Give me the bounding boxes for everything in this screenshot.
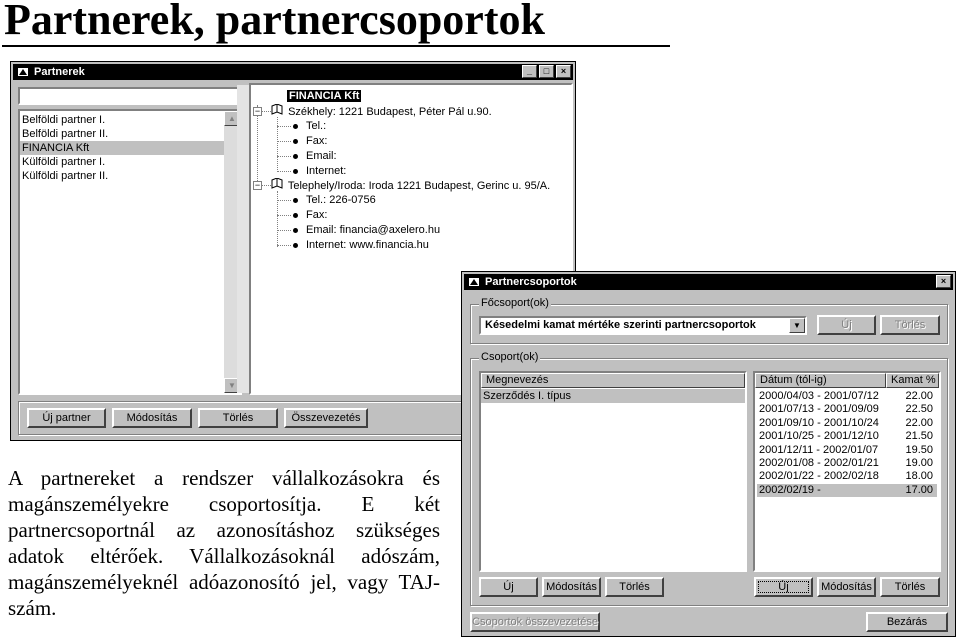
list-item[interactable]: Szerződés I. típus [481,389,745,403]
group-new-button[interactable]: Új [479,577,538,597]
merge-groups-button[interactable]: Csoportok összevezetése [470,612,600,632]
close-button[interactable]: × [556,65,571,78]
table-row[interactable] [757,470,937,483]
partners-titlebar[interactable] [13,64,573,80]
bullet-icon [293,243,298,248]
app-icon [17,66,29,78]
tree-leaf[interactable]: Tel.: 226-0756 [293,193,376,207]
tree-leaf[interactable]: Internet: www.financia.hu [293,238,429,252]
new-partner-button[interactable]: Új partner [27,408,106,428]
book-icon [271,178,285,193]
bullet-icon [293,213,298,218]
tree-leaf[interactable]: Fax: [293,208,327,222]
scroll-down-button[interactable]: ▼ [224,378,240,393]
period-cell: 2000/04/03 - 2001/07/12 [759,390,879,402]
book-icon [271,104,285,119]
close-button[interactable]: × [936,275,951,288]
rate-cell: 19.50 [905,443,933,456]
delete-partner-button[interactable]: Törlés [198,408,278,428]
rate-cell: 19.00 [905,457,933,469]
partner-list[interactable] [18,109,242,395]
window-title: Partnerek [34,66,85,78]
list-item[interactable]: Belföldi partner I. [22,114,106,126]
minimize-button[interactable]: _ [522,65,537,78]
table-row[interactable] [757,403,937,416]
main-group-new-button[interactable]: Új [817,315,876,335]
rate-list[interactable] [753,371,941,572]
scroll-up-button[interactable]: ▲ [224,111,240,126]
partner-search-input[interactable] [18,87,242,105]
table-row[interactable] [757,430,937,443]
rate-column-header[interactable]: Kamat % [886,373,939,388]
close-dialog-button[interactable]: Bezárás [866,612,948,632]
main-group-delete-button[interactable]: Törlés [880,315,940,335]
window-title: Partnercsoportok [485,276,577,288]
list-item[interactable]: Belföldi partner II. [22,128,109,140]
rate-cell: 22.50 [905,403,933,416]
chevron-down-icon[interactable]: ▼ [789,318,805,333]
period-cell: 2001/12/11 - 2002/01/07 [759,443,879,456]
tree-leaf[interactable]: Email: [293,149,337,163]
bullet-icon [293,124,298,129]
period-cell: 2002/01/22 - 2002/02/18 [759,470,879,483]
group-edit-button[interactable]: Módosítás [542,577,601,597]
main-group-label: Főcsoport(ok) [481,297,549,309]
tree-leaf[interactable]: Internet: [293,164,346,178]
table-row[interactable] [757,417,937,430]
collapse-headquarters-toggle[interactable]: − [254,106,261,116]
period-cell: 2001/07/13 - 2001/09/09 [759,403,879,416]
collapse-site-toggle[interactable]: − [254,180,261,190]
date-column-header[interactable]: Dátum (tól-ig) [755,373,886,388]
tree-node-site[interactable]: Telephely/Iroda: Iroda 1221 Budapest, Gerinc u. 95/A. [271,178,550,193]
tree-node-headquarters[interactable]: Székhely: 1221 Budapest, Péter Pál u.90. [271,104,492,119]
period-cell: 2002/01/08 - 2002/01/21 [759,457,879,469]
tree-scrollbar[interactable] [237,85,249,393]
table-row[interactable] [757,484,937,497]
page-title: Partnerek, partnercsoportok [4,0,545,44]
tree-leaf[interactable]: Email: financia@axelero.hu [293,223,440,237]
bullet-icon [293,154,298,159]
rate-cell: 22.00 [905,416,933,429]
rate-new-button[interactable]: Új [754,577,813,597]
group-list[interactable] [479,371,747,572]
table-row[interactable] [757,444,937,457]
table-row[interactable] [757,457,937,470]
tree-root[interactable]: FINANCIA Kft [289,90,360,102]
maximize-button[interactable]: □ [539,65,554,78]
bullet-icon [293,139,298,144]
rate-cell: 17.00 [905,483,933,496]
group-label: Csoport(ok) [481,351,539,363]
groups-window [461,271,956,637]
bullet-icon [293,169,298,174]
rate-edit-button[interactable]: Módosítás [817,577,876,597]
list-item[interactable]: Külföldi partner I. [22,156,106,168]
list-item[interactable]: FINANCIA Kft [20,141,224,155]
edit-partner-button[interactable]: Módosítás [112,408,192,428]
period-cell: 2001/10/25 - 2001/12/10 [759,430,879,443]
tree-leaf[interactable]: Tel.: [293,119,326,133]
rate-cell: 22.00 [905,390,933,402]
list-item[interactable]: Külföldi partner II. [22,170,109,182]
main-group-select[interactable]: Késedelmi kamat mértéke szerinti partnercsoportok ▼ [479,316,807,335]
name-column-header[interactable]: Megnevezés [481,373,745,388]
period-cell: 2001/09/10 - 2001/10/24 [759,416,879,429]
table-row[interactable] [757,390,937,403]
rate-cell: 21.50 [905,430,933,443]
app-icon [468,276,480,288]
group-delete-button[interactable]: Törlés [605,577,664,597]
title-underline [2,45,670,47]
merge-partner-button[interactable]: Összevezetés [284,408,368,428]
tree-leaf[interactable]: Fax: [293,134,327,148]
bullet-icon [293,198,298,203]
groups-titlebar[interactable] [464,274,953,290]
bullet-icon [293,228,298,233]
body-paragraph: A partnereket a rendszer vállalkozásokra és magánszemélyekre csoportosítja. E két partnercsoportnál az azonosításhoz szükséges adatok eltérőek. Vállalkozásoknál adószám, magánszemélyeknél adóazonosító jel, vagy TAJ-szám. [8,466,440,620]
rate-delete-button[interactable]: Törlés [880,577,940,597]
period-cell: 2002/02/19 - [759,483,821,496]
rate-cell: 18.00 [905,470,933,483]
